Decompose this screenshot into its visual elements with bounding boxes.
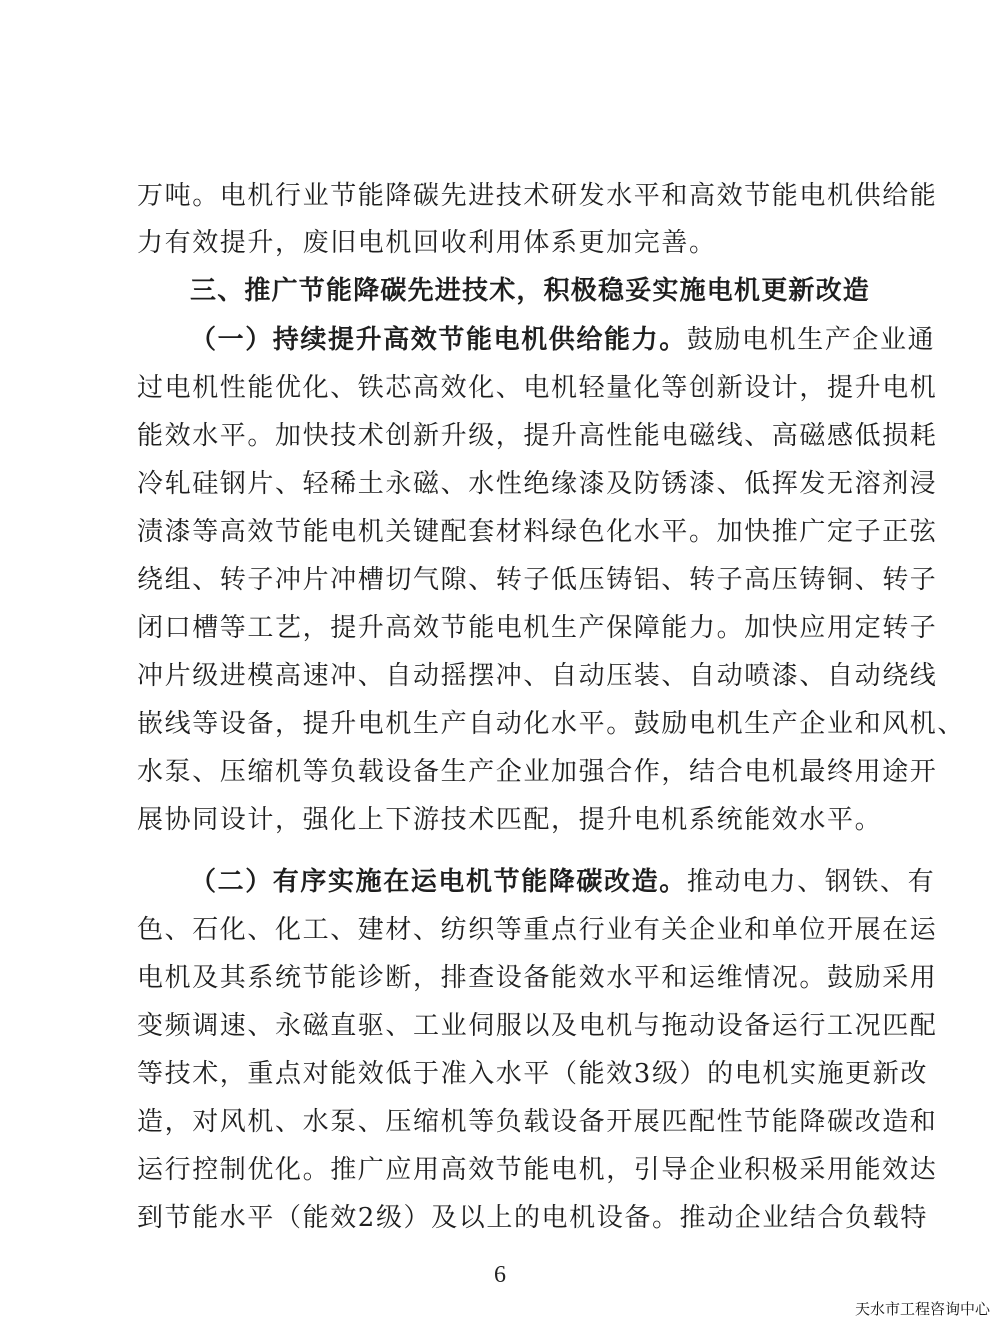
body-text-line: 过电机性能优化、铁芯高效化、电机轻量化等创新设计，提升电机: [137, 373, 938, 403]
body-text-run: 推动电力、钢铁、有: [686, 867, 936, 897]
subsection-paragraph-start: [190, 320, 936, 360]
section-heading: 三、推广节能降碳先进技术，积极稳妥实施电机更新改造: [190, 276, 871, 306]
subsection-paragraph-start: [190, 862, 936, 902]
watermark: 天水市工程咨询中心: [851, 1296, 994, 1321]
body-text-line: 渍漆等高效节能电机关键配套材料绿色化水平。加快推广定子正弦: [137, 517, 938, 547]
body-text-line: 到节能水平（能效2级）及以上的电机设备。推动企业结合负载特: [137, 1203, 928, 1233]
body-text-line: 能效水平。加快技术创新升级，提升高性能电磁线、高磁感低损耗: [137, 421, 938, 451]
body-text-line: 运行控制优化。推广应用高效节能电机，引导企业积极采用能效达: [137, 1155, 938, 1185]
body-text-line: 展协同设计，强化上下游技术匹配，提升电机系统能效水平。: [137, 805, 883, 835]
page-number: 6: [494, 1262, 506, 1288]
body-text-line: 电机及其系统节能诊断，排查设备能效水平和运维情况。鼓励采用: [137, 963, 938, 993]
body-text-line: 水泵、压缩机等负载设备生产企业加强合作，结合电机最终用途开: [137, 757, 938, 787]
body-text-line: 变频调速、永磁直驱、工业伺服以及电机与拖动设备运行工况匹配: [137, 1011, 938, 1041]
body-text-line: 力有效提升，废旧电机回收利用体系更加完善。: [137, 228, 717, 258]
body-text-line: 嵌线等设备，提升电机生产自动化水平。鼓励电机生产企业和风机、: [137, 709, 966, 739]
body-text-line: 冲片级进模高速冲、自动摇摆冲、自动压装、自动喷漆、自动绕线: [137, 661, 938, 691]
body-text-line: 绕组、转子冲片冲槽切气隙、转子低压铸铝、转子高压铸铜、转子: [137, 565, 938, 595]
body-text-run: 鼓励电机生产企业通: [686, 325, 936, 355]
body-text-line: 色、石化、化工、建材、纺织等重点行业有关企业和单位开展在运: [137, 915, 938, 945]
body-text-line: 等技术，重点对能效低于准入水平（能效3级）的电机实施更新改: [137, 1059, 928, 1089]
subsection-heading: （二）有序实施在运电机节能降碳改造。: [190, 867, 687, 897]
subsection-heading: （一）持续提升高效节能电机供给能力。: [190, 325, 687, 355]
body-text-line: 万吨。电机行业节能降碳先进技术研发水平和高效节能电机供给能: [137, 181, 938, 211]
body-text-line: 冷轧硅钢片、轻稀土永磁、水性绝缘漆及防锈漆、低挥发无溶剂浸: [137, 469, 938, 499]
body-text-line: 闭口槽等工艺，提升高效节能电机生产保障能力。加快应用定转子: [137, 613, 938, 643]
body-text-line: 造，对风机、水泵、压缩机等负载设备开展匹配性节能降碳改造和: [137, 1107, 938, 1137]
